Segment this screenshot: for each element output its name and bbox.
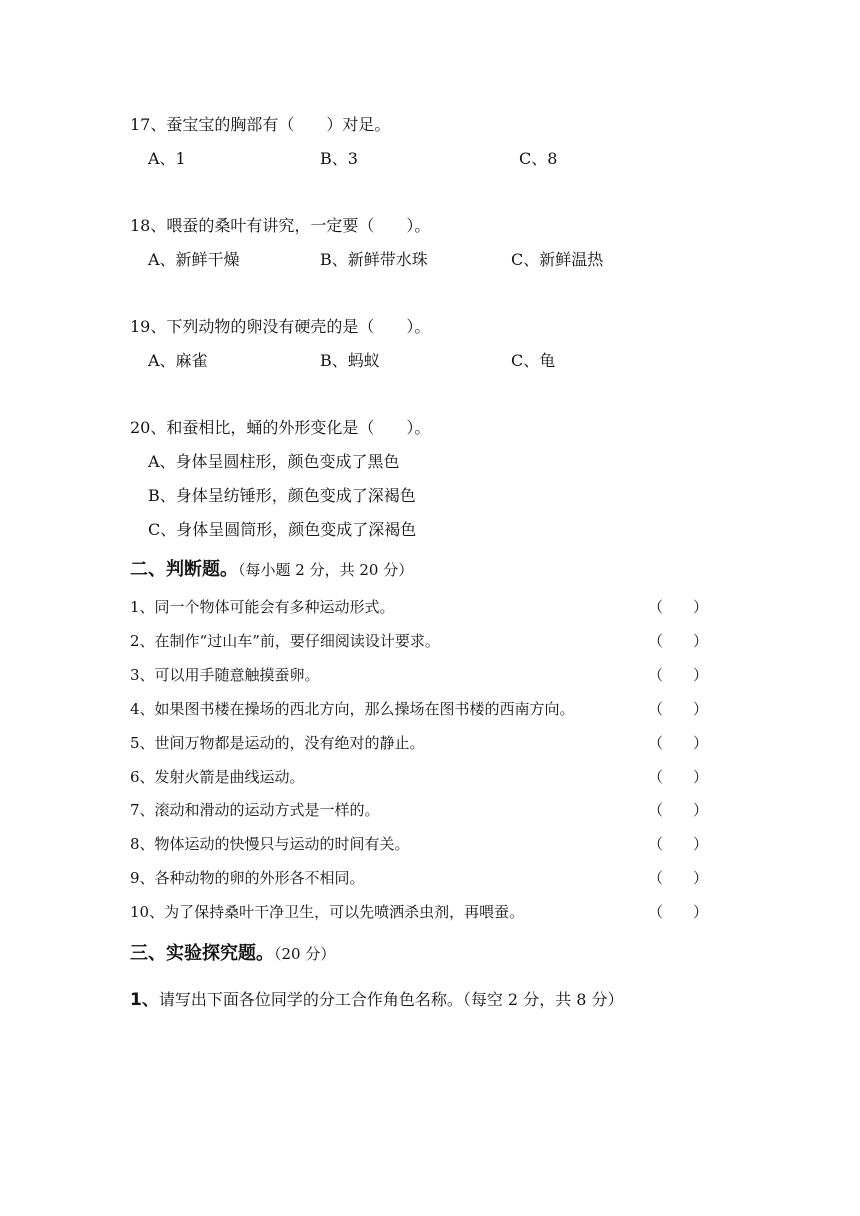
tf-item-5: 5、世间万物都是运动的，没有绝对的静止。 <box>130 734 425 752</box>
question-18-option-c: C、新鲜温热 <box>511 250 604 269</box>
tf-answer-blank-4[interactable]: （ ） <box>648 700 709 718</box>
tf-item-6: 6、发射火箭是曲线运动。 <box>130 768 305 786</box>
question-19-stem: 19、下列动物的卵没有硬壳的是（ ）。 <box>130 317 431 336</box>
question-19-option-b: B、蚂蚁 <box>320 351 380 370</box>
tf-item-8: 8、物体运动的快慢只与运动的时间有关。 <box>130 835 410 853</box>
tf-item-1: 1、同一个物体可能会有多种运动形式。 <box>130 598 395 616</box>
question-17-option-c: C、8 <box>519 149 558 168</box>
section-2-heading <box>130 555 413 581</box>
section-3-note: （20 分） <box>274 945 336 963</box>
question-18-stem: 18、喂蚕的桑叶有讲究，一定要（ ）。 <box>130 216 431 235</box>
experiment-question-1-text: 请写出下面各位同学的分工合作角色名称。（每空 2 分，共 8 分） <box>158 990 624 1009</box>
tf-item-7: 7、滚动和滑动的运动方式是一样的。 <box>130 801 380 819</box>
tf-answer-blank-3[interactable]: （ ） <box>648 666 709 684</box>
tf-answer-blank-10[interactable]: （ ） <box>648 903 709 921</box>
experiment-question-1-number: 1、 <box>130 990 159 1010</box>
tf-answer-blank-2[interactable]: （ ） <box>648 632 709 650</box>
question-20-stem: 20、和蚕相比，蛹的外形变化是（ ）。 <box>130 418 431 437</box>
tf-answer-blank-6[interactable]: （ ） <box>648 768 709 786</box>
question-18-option-a: A、新鲜干燥 <box>148 250 240 269</box>
question-19-option-c: C、龟 <box>511 351 556 370</box>
question-19-option-a: A、麻雀 <box>148 351 208 370</box>
question-17-option-a: A、1 <box>148 149 186 168</box>
question-18-option-b: B、新鲜带水珠 <box>320 250 428 269</box>
tf-item-9: 9、各种动物的卵的外形各不相同。 <box>130 869 365 887</box>
tf-answer-blank-1[interactable]: （ ） <box>648 598 709 616</box>
section-2-title: 二、判断题。 <box>130 559 238 580</box>
tf-answer-blank-9[interactable]: （ ） <box>648 869 709 887</box>
experiment-question-1 <box>130 985 624 1010</box>
tf-answer-blank-5[interactable]: （ ） <box>648 734 709 752</box>
question-20-option-a: A、身体呈圆柱形，颜色变成了黑色 <box>148 452 400 471</box>
tf-item-3: 3、可以用手随意触摸蚕卵。 <box>130 666 320 684</box>
tf-answer-blank-8[interactable]: （ ） <box>648 835 709 853</box>
question-20-option-c: C、身体呈圆筒形，颜色变成了深褐色 <box>148 520 417 539</box>
section-2-note: （每小题 2 分，共 20 分） <box>238 561 414 579</box>
tf-item-10: 10、为了保持桑叶干净卫生，可以先喷洒杀虫剂，再喂蚕。 <box>130 903 525 921</box>
section-3-heading <box>130 939 335 965</box>
question-17-option-b: B、3 <box>320 149 358 168</box>
question-20-option-b: B、身体呈纺锤形，颜色变成了深褐色 <box>148 486 416 505</box>
tf-answer-blank-7[interactable]: （ ） <box>648 801 709 819</box>
question-17-stem: 17、蚕宝宝的胸部有（ ）对足。 <box>130 115 391 134</box>
section-3-title: 三、实验探究题。 <box>130 943 274 964</box>
tf-item-4: 4、如果图书楼在操场的西北方向，那么操场在图书楼的西南方向。 <box>130 700 575 718</box>
tf-item-2: 2、在制作“过山车”前，要仔细阅读设计要求。 <box>130 632 440 650</box>
